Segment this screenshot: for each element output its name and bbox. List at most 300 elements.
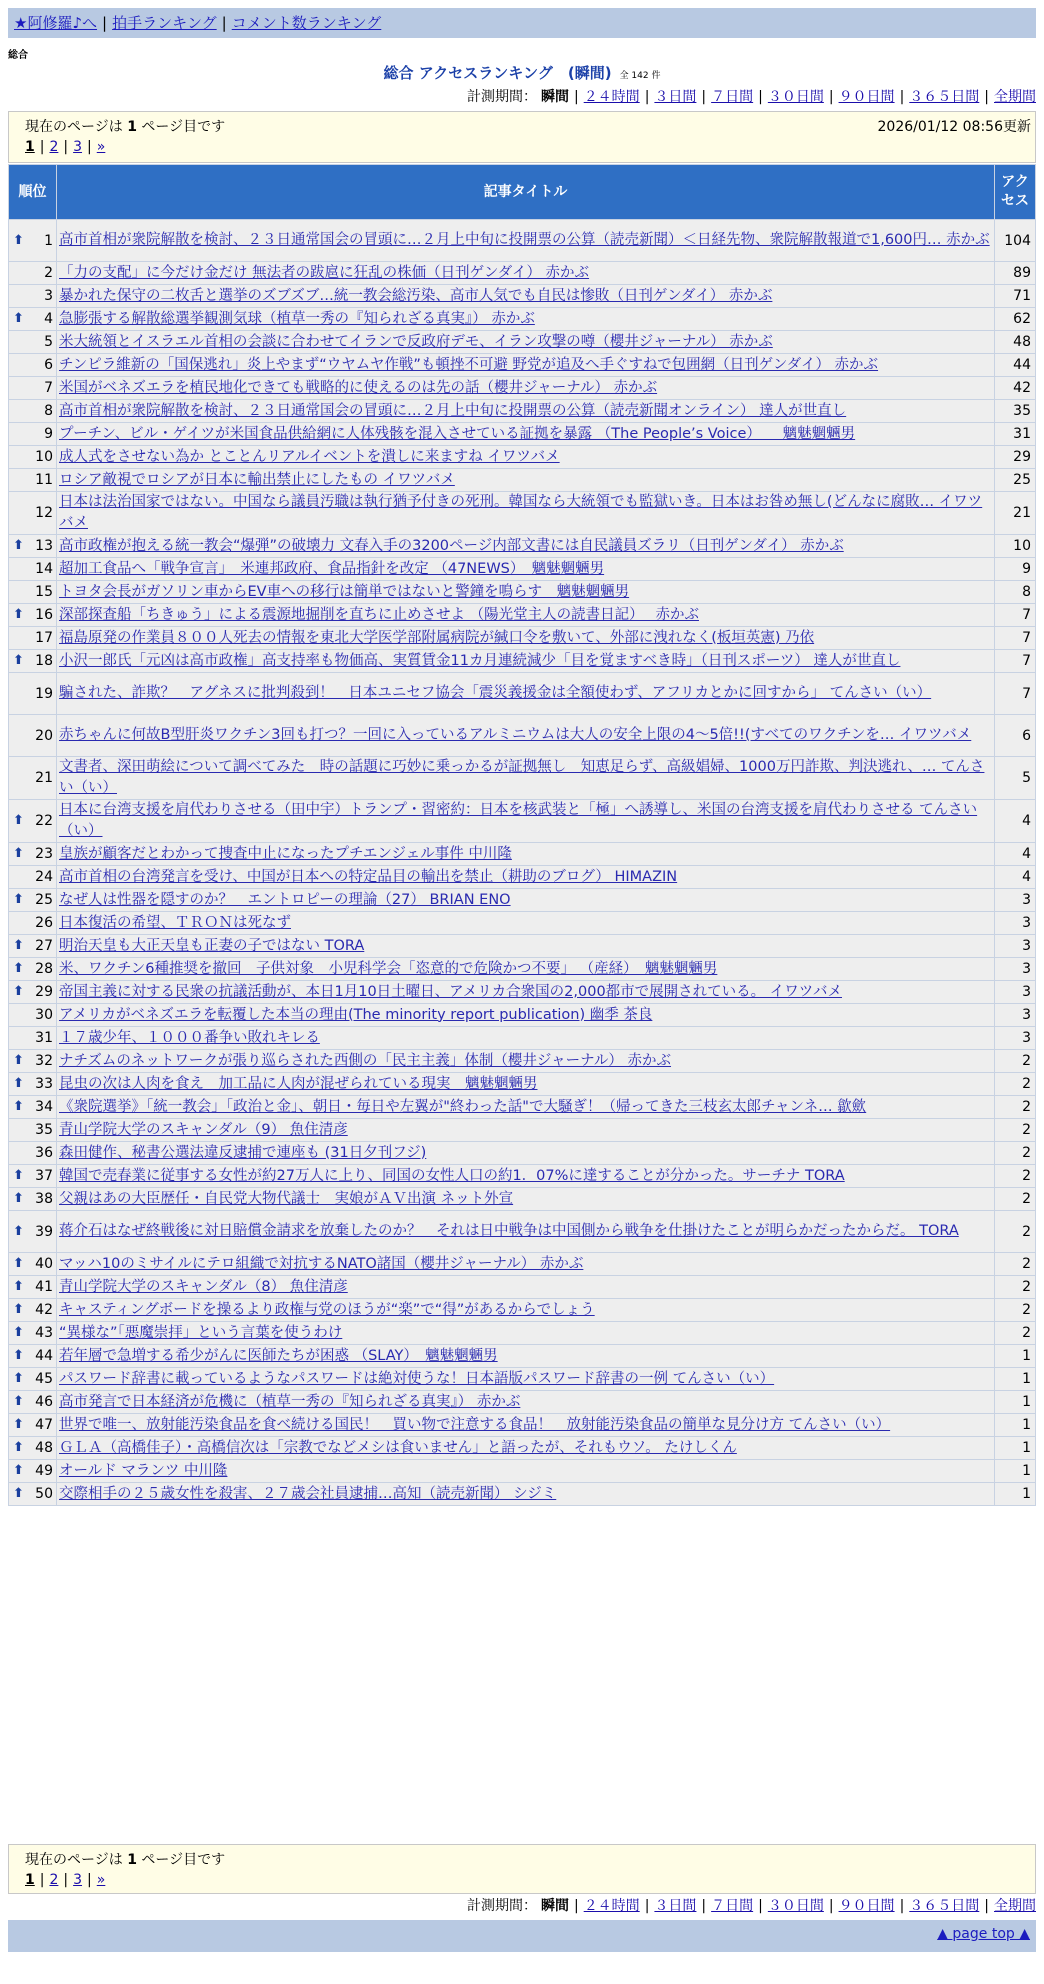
up-arrow-icon: ⬆	[13, 892, 24, 907]
table-row	[9, 400, 1036, 423]
access-count: 2	[995, 1299, 1036, 1322]
rank-cell	[9, 1073, 57, 1096]
table-row	[9, 354, 1036, 377]
title-cell	[57, 889, 995, 912]
rank-number: 8	[44, 403, 53, 419]
article-title-link[interactable]: オールド マランツ 中川隆	[59, 1462, 228, 1479]
article-title-link[interactable]: チンピラ維新の「国保逃れ」炎上やまず“ウヤムヤ作戦”も頓挫不可避 野党が追及へ手ぐすねで包囲網（日刊ゲンダイ） 赤かぶ	[59, 356, 879, 373]
period-link-3d[interactable]: ３日間	[654, 1898, 697, 1914]
period-link-90d[interactable]: ９０日間	[838, 89, 895, 105]
access-count: 71	[995, 285, 1036, 308]
access-count: 25	[995, 469, 1036, 492]
title-cell	[57, 1165, 995, 1188]
period-separator: |	[984, 89, 989, 105]
rank-cell	[9, 220, 57, 262]
title-cell	[57, 400, 995, 423]
rank-cell	[9, 1460, 57, 1483]
table-row	[9, 1211, 1036, 1253]
access-count: 3	[995, 958, 1036, 981]
page-link-2[interactable]: 2	[49, 139, 59, 155]
article-title-link[interactable]: 超加工食品へ「戦争宣言」 米連邦政府、食品指針を改定 （47NEWS） 魑魅魍魎男	[59, 560, 605, 577]
up-arrow-icon: ⬆	[13, 1463, 24, 1478]
title-cell	[57, 492, 995, 535]
nav-separator: |	[221, 14, 227, 32]
rank-number: 35	[35, 1122, 53, 1138]
period-link-7d[interactable]: ７日間	[711, 1898, 754, 1914]
title-cell	[57, 627, 995, 650]
access-count: 1	[995, 1460, 1036, 1483]
period-link-30d[interactable]: ３０日間	[767, 89, 824, 105]
article-title-link[interactable]: 高市首相が衆院解散を検討、２３日通常国会の冒頭に…２月上中旬に投開票の公算（読売新聞オンライン） 達人が世直し	[59, 402, 847, 419]
rank-number: 33	[35, 1076, 53, 1092]
rank-number: 34	[35, 1099, 53, 1115]
rank-number: 21	[35, 770, 53, 786]
rank-number: 37	[35, 1168, 53, 1184]
table-row	[9, 1414, 1036, 1437]
period-separator: |	[573, 89, 579, 105]
rank-cell	[9, 843, 57, 866]
rank-number: 27	[35, 938, 53, 954]
access-count: 35	[995, 400, 1036, 423]
up-arrow-icon: ⬆	[13, 984, 24, 999]
rank-cell	[9, 1322, 57, 1345]
table-row	[9, 627, 1036, 650]
up-arrow-icon: ⬆	[13, 232, 24, 248]
page-prefix: 現在のページは	[25, 119, 123, 135]
rank-number: 50	[35, 1486, 53, 1502]
table-row	[9, 1391, 1036, 1414]
period-link-7d[interactable]: ７日間	[711, 89, 754, 105]
access-count: 2	[995, 1142, 1036, 1165]
rank-cell	[9, 581, 57, 604]
access-count: 2	[995, 1276, 1036, 1299]
rank-number: 13	[35, 538, 53, 554]
article-title-link[interactable]: アメリカがベネズエラを転覆した本当の理由(The minority report publication) 幽季 茶良	[59, 1006, 653, 1023]
rank-cell	[9, 1188, 57, 1211]
rank-cell	[9, 1437, 57, 1460]
rank-cell	[9, 800, 57, 843]
article-title-link[interactable]: 日本に台湾支援を肩代わりさせる（田中宇）トランプ・習密約：日本を核武装と「極」へ誘導し、米国の台湾支援を肩代わりさせる てんさい（い）	[59, 802, 978, 839]
rank-cell	[9, 627, 57, 650]
article-title-link[interactable]: プーチン、ビル・ゲイツが米国食品供給網に人体残骸を混入させている証拠を暴露 （The People’s Voice） 魑魅魍魎男	[59, 425, 856, 442]
table-row	[9, 1096, 1036, 1119]
access-count: 3	[995, 981, 1036, 1004]
article-title-link[interactable]: 《衆院選挙》「統一教会」「政治と金」、朝日・毎日や左翼が"終わった話"で大騒ぎ！（帰ってきた三枝玄太郎チャンネ… 歙歛	[59, 1098, 867, 1115]
page-top-link[interactable]: ▲ page top ▲	[937, 1926, 1030, 1942]
rank-cell	[9, 285, 57, 308]
table-row	[9, 535, 1036, 558]
nav-separator: |	[102, 14, 108, 32]
period-separator: |	[701, 1898, 707, 1914]
rank-cell	[9, 715, 57, 757]
rank-cell	[9, 1253, 57, 1276]
period-current: 瞬間	[540, 1898, 569, 1914]
page-current: 1	[25, 1872, 35, 1888]
rank-cell	[9, 935, 57, 958]
access-count: 4	[995, 866, 1036, 889]
period-separator: |	[644, 89, 650, 105]
rank-number: 24	[35, 869, 53, 885]
rank-number: 15	[35, 584, 53, 600]
article-title-link[interactable]: 文書者、深田萌絵について調べてみた 時の話題に巧妙に乗っかるが証拠無し 知恵足らず、高級娼婦、1000万円詐欺、判決逃れ、… てんさい（い）	[59, 759, 985, 796]
access-count: 2	[995, 1188, 1036, 1211]
article-title-link[interactable]: 交際相手の２５歳女性を殺害、２７歳会社員逮捕…高知（読売新聞） シジミ	[59, 1485, 557, 1502]
access-count: 2	[995, 1096, 1036, 1119]
rank-cell	[9, 1211, 57, 1253]
title-cell	[57, 1253, 995, 1276]
access-count: 2	[995, 1119, 1036, 1142]
rank-cell	[9, 308, 57, 331]
article-title-link[interactable]: 森田健作、秘書公選法違反逮捕で連座も (31日夕刊フジ)	[59, 1144, 427, 1161]
title-cell	[57, 558, 995, 581]
rank-cell	[9, 1391, 57, 1414]
rank-number: 41	[35, 1279, 53, 1295]
article-title-link[interactable]: 高市政権が抱える統一教会“爆弾”の破壊力 文春入手の3200ページ内部文書には自民議員ズラリ（日刊ゲンダイ） 赤かぶ	[59, 537, 844, 554]
table-row	[9, 469, 1036, 492]
article-title-link[interactable]: なぜ人は性器を隠すのか？ エントロピーの理論（27） BRIAN ENO	[59, 891, 511, 908]
article-title-link[interactable]: 福島原発の作業員８００人死去の情報を東北大学医学部附属病院が緘口令を敷いて、外部に洩れなく(板垣英憲) 乃依	[59, 629, 815, 646]
table-row	[9, 308, 1036, 331]
period-link-24h[interactable]: ２４時間	[583, 89, 640, 105]
table-row	[9, 958, 1036, 981]
table-row	[9, 912, 1036, 935]
article-title-link[interactable]: 米、ワクチン6種推奨を撤回 子供対象 小児科学会「恣意的で危険かつ不要」 （産経） 魑魅魍魎男	[59, 960, 718, 977]
article-title-link[interactable]: ナチズムのネットワークが張り巡らされた西側の「民主主義」体制（櫻井ジャーナル） 赤かぶ	[59, 1052, 672, 1069]
up-arrow-icon: ⬆	[13, 653, 24, 668]
title-cell	[57, 308, 995, 331]
table-row	[9, 604, 1036, 627]
table-row	[9, 1188, 1036, 1211]
access-count: 2	[995, 1211, 1036, 1253]
table-row	[9, 285, 1036, 308]
period-separator: |	[758, 89, 763, 105]
access-count: 7	[995, 604, 1036, 627]
article-title-link[interactable]: 世界で唯一、放射能汚染食品を食べ続ける国民！ 買い物で注意する食品！ 放射能汚染食品の簡単な見分け方 てんさい（い）	[59, 1416, 891, 1433]
access-count: 3	[995, 935, 1036, 958]
article-title-link[interactable]: 韓国で売春業に従事する女性が約27万人に上り、同国の女性人口の約1．07%に達することが分かった。サーチナ TORA	[59, 1167, 845, 1184]
title-cell	[57, 581, 995, 604]
table-row	[9, 1276, 1036, 1299]
rank-number: 49	[35, 1463, 53, 1479]
rank-number: 22	[35, 813, 53, 829]
up-arrow-icon: ⬆	[13, 938, 24, 953]
access-count: 31	[995, 423, 1036, 446]
title-cell	[57, 1414, 995, 1437]
rank-number: 36	[35, 1145, 53, 1161]
article-title-link[interactable]: 青山学院大学のスキャンダル（9） 魚住清彦	[59, 1121, 348, 1138]
access-count: 3	[995, 1027, 1036, 1050]
rank-number: 38	[35, 1191, 53, 1207]
table-row	[9, 220, 1036, 262]
article-title-link[interactable]: “異様な”「悪魔崇拝」という言葉を使うわけ	[59, 1324, 343, 1341]
period-separator: |	[984, 1898, 989, 1914]
access-count: 44	[995, 354, 1036, 377]
page-info-bottom	[8, 1844, 1036, 1894]
access-count: 2	[995, 1165, 1036, 1188]
rank-cell	[9, 889, 57, 912]
article-title-link[interactable]: キャスティングボードを操るより政権与党のほうが“楽”で“得”があるからでしょう	[59, 1301, 595, 1318]
article-title-link[interactable]: 若年層で急増する希少がんに医師たちが困惑 （SLAY） 魑魅魍魎男	[59, 1347, 498, 1364]
table-row	[9, 757, 1036, 800]
period-separator: |	[701, 89, 707, 105]
title-cell	[57, 220, 995, 262]
table-row	[9, 1073, 1036, 1096]
table-row	[9, 981, 1036, 1004]
title-cell	[57, 285, 995, 308]
article-title-link[interactable]: 日本復活の希望、ＴＲＯＮは死なず	[59, 914, 291, 931]
home-link[interactable]: ★阿修羅♪へ	[14, 14, 98, 32]
up-arrow-icon: ⬆	[13, 1325, 24, 1340]
applause-ranking-link[interactable]: 拍手ランキング	[112, 14, 217, 32]
rank-number: 46	[35, 1394, 53, 1410]
access-count: 7	[995, 627, 1036, 650]
footer-bar	[8, 1920, 1036, 1952]
up-arrow-icon: ⬆	[13, 1223, 24, 1239]
title-cell	[57, 1483, 995, 1506]
table-row	[9, 1253, 1036, 1276]
rank-number: 31	[35, 1030, 53, 1046]
rank-number: 16	[35, 607, 53, 623]
rank-number: 43	[35, 1325, 53, 1341]
rank-cell	[9, 492, 57, 535]
period-link-all[interactable]: 全期間	[994, 1898, 1036, 1914]
table-row	[9, 1437, 1036, 1460]
period-selector-top	[467, 87, 1036, 107]
next-page-link[interactable]: »	[96, 139, 106, 155]
period-separator: |	[573, 1898, 579, 1914]
period-selector-bottom	[467, 1896, 1036, 1916]
table-row	[9, 866, 1036, 889]
rank-cell	[9, 1414, 57, 1437]
title-cell	[57, 535, 995, 558]
article-title-link[interactable]: 日本は法治国家ではない。中国なら議員汚職は執行猶予付きの死刑。韓国なら大統領でも監獄いき。日本はお咎め無し(どんなに腐敗… イワツバメ	[59, 494, 983, 531]
title-cell	[57, 262, 995, 285]
table-row	[9, 492, 1036, 535]
up-arrow-icon: ⬆	[13, 1302, 24, 1317]
comment-ranking-link[interactable]: コメント数ランキング	[231, 14, 382, 32]
title-cell	[57, 423, 995, 446]
table-row	[9, 1299, 1036, 1322]
up-arrow-icon: ⬆	[13, 1053, 24, 1068]
up-arrow-icon: ⬆	[13, 1348, 24, 1363]
up-arrow-icon: ⬆	[13, 1099, 24, 1114]
page-current: 1	[25, 139, 35, 155]
access-count: 2	[995, 1050, 1036, 1073]
rank-cell	[9, 757, 57, 800]
rank-number: 45	[35, 1371, 53, 1387]
period-link-all[interactable]: 全期間	[994, 89, 1036, 105]
up-arrow-icon: ⬆	[13, 1168, 24, 1183]
article-title-link[interactable]: 青山学院大学のスキャンダル（8） 魚住清彦	[59, 1278, 348, 1295]
access-count: 2	[995, 1253, 1036, 1276]
article-title-link[interactable]: 赤ちゃんに何故B型肝炎ワクチン3回も打つ？一回に入っているアルミニウムは大人の安全上限の4～5倍!!(すべてのワクチンを… イワツバメ	[59, 727, 972, 743]
table-row	[9, 889, 1036, 912]
page-link-3[interactable]: 3	[73, 1872, 83, 1888]
page-number: 1	[127, 1852, 137, 1868]
table-row	[9, 558, 1036, 581]
rank-number: 14	[35, 561, 53, 577]
article-title-link[interactable]: 昆虫の次は人肉を食え 加工品に人肉が混ぜられている現実 魑魅魍魎男	[59, 1075, 538, 1092]
rank-cell	[9, 1345, 57, 1368]
article-title-link[interactable]: マッハ10のミサイルにテロ組織で対抗するNATO諸国（櫻井ジャーナル） 赤かぶ	[59, 1255, 584, 1272]
period-separator: |	[644, 1898, 650, 1914]
pager-separator: |	[87, 1872, 92, 1888]
table-row	[9, 446, 1036, 469]
title-cell	[57, 843, 995, 866]
table-row	[9, 1050, 1036, 1073]
rank-number: 2	[44, 265, 53, 281]
title-cell	[57, 1050, 995, 1073]
access-count: 62	[995, 308, 1036, 331]
table-row	[9, 581, 1036, 604]
article-title-link[interactable]: パスワード辞書に載っているようなパスワードは絶対使うな！日本語版パスワード辞書の一例 てんさい（い）	[59, 1370, 775, 1387]
rank-cell	[9, 1004, 57, 1027]
period-link-365d[interactable]: ３６５日間	[909, 1898, 980, 1914]
up-arrow-icon: ⬆	[13, 846, 24, 861]
period-link-90d[interactable]: ９０日間	[838, 1898, 895, 1914]
rank-cell	[9, 558, 57, 581]
title-cell	[57, 1322, 995, 1345]
title-cell	[57, 912, 995, 935]
access-count: 7	[995, 673, 1036, 715]
rank-cell	[9, 1483, 57, 1506]
rank-number: 42	[35, 1302, 53, 1318]
table-row	[9, 262, 1036, 285]
period-link-365d[interactable]: ３６５日間	[909, 89, 980, 105]
rank-cell	[9, 1096, 57, 1119]
article-title-link[interactable]: 高市発言で日本経済が危機に（植草一秀の『知られざる真実』） 赤かぶ	[59, 1393, 521, 1410]
access-count: 2	[995, 1322, 1036, 1345]
up-arrow-icon: ⬆	[13, 1191, 24, 1206]
rank-cell	[9, 354, 57, 377]
up-arrow-icon: ⬆	[13, 1371, 24, 1386]
article-title-link[interactable]: 騙された、詐欺？ アグネスに批判殺到！ 日本ユニセフ協会「震災義援金は全額使わず、アフリカとかに回すから」 てんさい（い）	[59, 685, 932, 701]
rank-number: 28	[35, 961, 53, 977]
rank-cell	[9, 262, 57, 285]
up-arrow-icon: ⬆	[13, 607, 24, 622]
table-row	[9, 1345, 1036, 1368]
ranking-title	[0, 62, 1044, 83]
next-page-link[interactable]: »	[96, 1872, 106, 1888]
pagination	[25, 139, 105, 155]
rank-number: 7	[44, 380, 53, 396]
title-cell	[57, 757, 995, 800]
page-link-2[interactable]: 2	[49, 1872, 59, 1888]
title-cell	[57, 866, 995, 889]
page-suffix: ページ目です	[141, 119, 226, 135]
article-title-link[interactable]: 皇族が顧客だとわかって捜査中止になったプチエンジェル事件 中川隆	[59, 845, 512, 862]
rank-cell	[9, 446, 57, 469]
table-row	[9, 331, 1036, 354]
rank-number: 25	[35, 892, 53, 908]
access-count: 48	[995, 331, 1036, 354]
article-title-link[interactable]: トヨタ会長がガソリン車からEV車への移行は簡単ではないと警鐘を鳴らす 魑魅魍魎男	[59, 583, 630, 600]
rank-number: 23	[35, 846, 53, 862]
table-row	[9, 1460, 1036, 1483]
table-row	[9, 935, 1036, 958]
pager-separator: |	[39, 139, 45, 155]
period-link-3d[interactable]: ３日間	[654, 89, 697, 105]
page-info-top	[8, 111, 1036, 163]
table-row	[9, 843, 1036, 866]
article-title-link[interactable]: 「力の支配」に今だけ金だけ 無法者の跋扈に狂乱の株価（日刊ゲンダイ） 赤かぶ	[59, 264, 590, 281]
table-row	[9, 1142, 1036, 1165]
rank-number: 44	[35, 1348, 53, 1364]
article-title-link[interactable]: ロシア敵視でロシアが日本に輸出禁止にしたもの イワツバメ	[59, 471, 455, 488]
pager-separator: |	[63, 139, 69, 155]
title-cell	[57, 354, 995, 377]
table-row	[9, 1165, 1036, 1188]
article-title-link[interactable]: 高市首相の台湾発言を受け、中国が日本への特定品目の輸出を禁止（耕助のブログ） HIMAZIN	[59, 868, 678, 885]
rank-cell	[9, 673, 57, 715]
rank-cell	[9, 1050, 57, 1073]
page-link-3[interactable]: 3	[73, 139, 83, 155]
title-cell	[57, 1211, 995, 1253]
period-link-24h[interactable]: ２４時間	[583, 1898, 640, 1914]
current-page-text	[25, 1849, 225, 1869]
article-title-link[interactable]: 暴かれた保守の二枚舌と選挙のズブズブ…統一教会総汚染、高市人気でも自民は惨敗（日刊ゲンダイ） 赤かぶ	[59, 287, 773, 304]
article-title-link[interactable]: 深部探査船「ちきゅう」による震源地掘削を直ちに止めさせよ （陽光堂主人の読書日記） 赤かぶ	[59, 606, 699, 623]
rank-cell	[9, 535, 57, 558]
col-access-header: アクセス	[995, 165, 1036, 220]
article-title-link[interactable]: ＧＬＡ（高橋佳子）・高橋信次は「宗教でなどメシは食いません」と語ったが、それもウソ。 たけしくん	[59, 1439, 737, 1456]
rank-number: 17	[35, 630, 53, 646]
article-title-link[interactable]: 米大統領とイスラエル首相の会談に合わせてイランで反政府デモ、イラン攻撃の噂（櫻井ジャーナル） 赤かぶ	[59, 333, 773, 350]
rank-cell	[9, 650, 57, 673]
article-title-link[interactable]: 明治天皇も大正天皇も正妻の子ではない TORA	[59, 937, 365, 954]
up-arrow-icon: ⬆	[13, 1486, 24, 1501]
access-count: 29	[995, 446, 1036, 469]
article-title-link[interactable]: 蒋介石はなぜ終戦後に対日賠償金請求を放棄したのか？ それは日中戦争は中国側から戦争を仕掛けたことが明らかだったからだ。 TORA	[59, 1223, 959, 1239]
article-title-link[interactable]: 成人式をさせない為か とことんリアルイベントを潰しに来ますね イワツバメ	[59, 448, 560, 465]
rank-number: 10	[35, 449, 53, 465]
article-title-link[interactable]: 米国がベネズエラを植民地化できても戦略的に使えるのは先の話（櫻井ジャーナル） 赤かぶ	[59, 379, 658, 396]
article-title-link[interactable]: 高市首相が衆院解散を検討、２３日通常国会の冒頭に…２月上中旬に投開票の公算（読売新聞）＜日経先物、衆院解散報道で1,600円… 赤かぶ	[59, 232, 990, 248]
period-current: 瞬間	[540, 89, 569, 105]
article-title-link[interactable]: 急膨張する解散総選挙観測気球（植草一秀の『知られざる真実』） 赤かぶ	[59, 310, 535, 327]
rank-cell	[9, 958, 57, 981]
col-title-header: 記事タイトル	[57, 165, 995, 220]
rank-cell	[9, 981, 57, 1004]
period-separator: |	[899, 89, 905, 105]
article-title-link[interactable]: １７歳少年、１０００番争い敗れキレる	[59, 1029, 320, 1046]
title-cell	[57, 1437, 995, 1460]
access-count: 42	[995, 377, 1036, 400]
access-count: 1	[995, 1483, 1036, 1506]
table-row	[9, 1368, 1036, 1391]
up-arrow-icon: ⬆	[13, 1417, 24, 1432]
access-count: 6	[995, 715, 1036, 757]
access-count: 4	[995, 843, 1036, 866]
article-title-link[interactable]: 父親はあの大臣歴任・自民党大物代議士 実娘がＡＶ出演 ネット外宣	[59, 1190, 514, 1207]
up-arrow-icon: ⬆	[13, 1076, 24, 1091]
title-cell	[57, 935, 995, 958]
rank-cell	[9, 866, 57, 889]
access-count: 1	[995, 1345, 1036, 1368]
title-cell	[57, 650, 995, 673]
period-link-30d[interactable]: ３０日間	[767, 1898, 824, 1914]
table-header-row	[9, 165, 1036, 220]
access-count: 1	[995, 1414, 1036, 1437]
article-title-link[interactable]: 小沢一郎氏「元凶は高市政権」高支持率も物価高、実質賃金11カ月連続減少「目を覚ますべき時」（日刊スポーツ） 達人が世直し	[59, 652, 901, 669]
rank-cell	[9, 331, 57, 354]
table-row	[9, 423, 1036, 446]
title-cell	[57, 1188, 995, 1211]
article-title-link[interactable]: 帝国主義に対する民衆の抗議活動が、本日1月10日土曜日、アメリカ合衆国の2,000都市で展開されている。 イワツバメ	[59, 983, 842, 1000]
title-cell	[57, 604, 995, 627]
rank-cell	[9, 1276, 57, 1299]
title-cell	[57, 1096, 995, 1119]
